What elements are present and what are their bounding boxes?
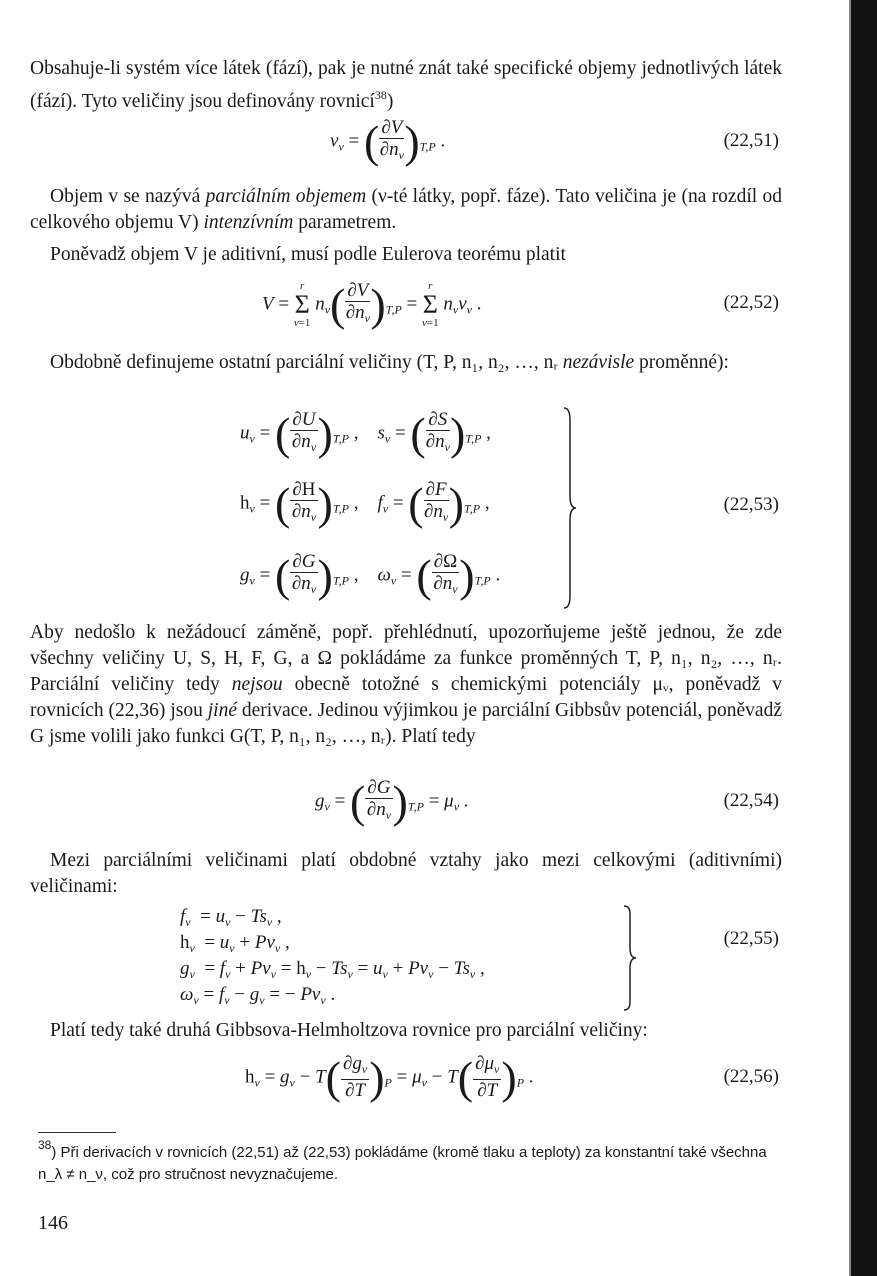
equation-22-53-row-2: $h_\nu$ = ( $\frac{\partial H}{\partial n_\nu}$ )$_{T,P}$ , $f_\nu$ = ( $\frac{\partial F}{\partial n_\nu}$ )$_{T,P}$ , [240,478,490,529]
paragraph-6 [30,848,782,900]
paragraph-1 [30,56,782,115]
paragraph-2 [30,184,782,236]
equation-22-54: $g_\nu$ = ( $\frac{\partial G}{\partial n_\nu}$ )$_{T,P} = \mu_\nu$ . [315,776,469,827]
paragraph-5-text-c: derivace. Jedinou výjimkou je parciální Gibbsův potenciál, poněvadž G jsme volili jako funkci G(T, P, n₁, n₂, …, nᵣ). Platí tedy [30,700,782,747]
footnote-text: ) Při derivacích v rovnicích (22,51) až (22,53) pokládáme (kromě tlaku a teploty) za konstantní také všechna n_λ ≠ n_ν, což pro stručnost nevyznačujeme. [38,1144,767,1183]
paragraph-3-text: Poněvadž objem V je aditivní, musí podle Eulerova teorému platit [50,244,566,265]
equation-number-22-55: (22,55) [723,928,779,949]
page-number: 146 [38,1212,68,1234]
equation-22-55-row-2: $h_\nu = u_\nu + Pv_\nu$ , [180,932,290,955]
paragraph-3 [30,242,782,268]
equation-number-22-54: (22,54) [723,790,779,811]
footnote-38 [38,1134,783,1186]
book-spine-edge [851,0,877,1276]
equation-22-55-row-3: $g_\nu = f_\nu + Pv_\nu = h_\nu - Ts_\nu = u_\nu + Pv_\nu - Ts_\nu$ , [180,958,485,981]
equation-22-52: V = r Σ ν=1 $n_\nu$( $\frac{\partial V}{\partial n_\nu}$ )$_{T,P}$ = r Σ ν=1 $n_\nu v_\nu$ . [262,279,482,330]
paragraph-2-text-c: parametrem. [298,212,397,233]
paragraph-5-emphasis-1: nejsou [231,674,283,695]
paragraph-4-text-b: proměnné): [639,352,729,373]
paragraph-7-text: Platí tedy také druhá Gibbsova-Helmholtzova rovnice pro parciální veličiny: [50,1020,648,1041]
equation-number-22-52: (22,52) [723,292,779,313]
paragraph-6-text: Mezi parciálními veličinami platí obdobné vztahy jako mezi celkovými (aditivními) veličinami: [30,850,782,897]
paragraph-7 [30,1018,782,1044]
paragraph-2-emphasis-1: parciálním objemem [205,186,367,207]
paragraph-5-emphasis-2: jiné [207,700,237,721]
right-brace-22-55 [620,904,640,1012]
footnote-rule [38,1132,116,1133]
paragraph-4-text-a: Obdobně definujeme ostatní parciální veličiny (T, P, n₁, n₂, …, nᵣ [50,352,558,373]
equation-22-55-row-1: $f_\nu = u_\nu - Ts_\nu$ , [180,906,282,929]
paragraph-5-text-a: Aby nedošlo k nežádoucí záměně, popř. přehlédnutí, upozorňujeme ještě jednou, že zde všechny veličiny U, S, H, F, G, a Ω pokládáme za funkce proměnných T, P, n₁, n₂, …, nᵣ. Parciální veličiny tedy [30,622,782,695]
equation-22-56: $h_\nu = g_\nu - T$( $\frac{\partial g_\nu}{\partial T}$ )$_P = \mu_\nu - T$( $\frac{\partial\mu_\nu}{\partial T}$ )$_P$ . [245,1052,534,1103]
paragraph-1-text: Obsahuje-li systém více látek (fází), pak je nutné znát také specifické objemy jednotlivých látek (fází). Tyto veličiny jsou definovány rovnicí [30,58,782,112]
paragraph-4-emphasis: nezávisle [562,352,635,373]
equation-number-22-53: (22,53) [723,494,779,515]
equation-number-22-56: (22,56) [723,1066,779,1087]
paragraph-4 [30,350,782,376]
paragraph-5 [30,620,782,750]
paragraph-2-emphasis-2: intenzívním [203,212,294,233]
paragraph-1-end: ) [386,91,394,112]
right-brace-22-53 [560,406,580,610]
footnote-ref-38: 38 [374,88,387,102]
paragraph-2-text-a: Objem v se nazývá [50,186,201,207]
equation-22-51: $v_\nu$ = ( $\frac{\partial V}{\partial n_\nu}$ )$_{T,P}$ . [330,116,446,167]
footnote-marker: 38 [38,1138,52,1152]
equation-22-53-row-1: $u_\nu$ = ( $\frac{\partial U}{\partial n_\nu}$ )$_{T,P}$ , $s_\nu$ = ( $\frac{\partial S}{\partial n_\nu}$ )$_{T,P}$ , [240,408,491,459]
equation-22-53-row-3: $g_\nu$ = ( $\frac{\partial G}{\partial n_\nu}$ )$_{T,P}$ , $\omega_\nu$ = ( $\frac{\partial\Omega}{\partial n_\nu}$ )$_{T,P}$ . [240,550,501,601]
paragraph-5-text-b: obecně totožné s chemickými potenciály μᵥ, poněvadž v rovnicích (22,36) jsou [30,674,783,721]
equation-22-55-row-4: $\omega_\nu = f_\nu - g_\nu$ = − $Pv_\nu$ . [180,984,336,1007]
paragraph-2-text-b: (ν-té látky, popř. fáze). Tato veličina je (na rozdíl od celkového objemu V) [30,186,782,233]
equation-number-22-51: (22,51) [723,130,779,151]
